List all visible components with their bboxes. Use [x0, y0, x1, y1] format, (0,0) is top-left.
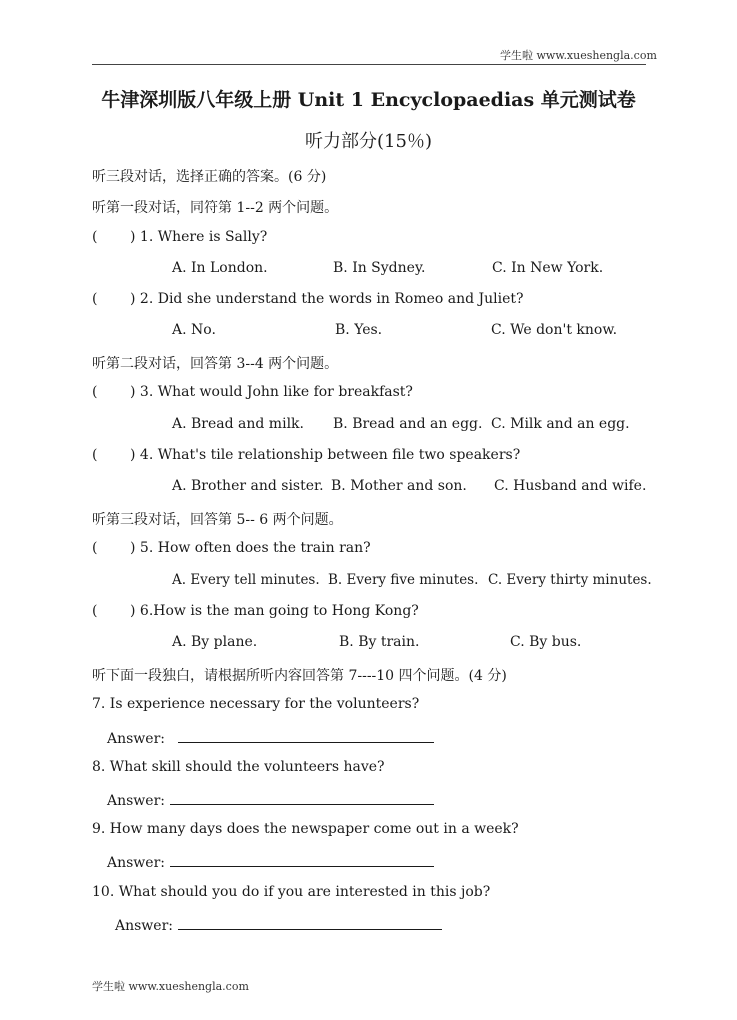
question-1	[92, 229, 267, 245]
q2-option-a: A. No.	[172, 322, 216, 338]
answer-paren-close: )	[130, 229, 136, 245]
question-text: 5. How often does the train ran?	[139, 540, 371, 556]
q5-option-a: A. Every tell minutes.	[172, 572, 320, 588]
q4-option-a: A. Brother and sister.	[172, 478, 324, 494]
page-title: 牛津深圳版八年级上册 Unit 1 Encyclopaedias 单元测试卷	[101, 89, 636, 111]
dialog-1-intro: 听第一段对话，同符第 1--2 两个问题。	[92, 200, 339, 216]
q5-option-c: C. Every thirty minutes.	[488, 572, 652, 588]
answer-label: Answer:	[107, 793, 165, 809]
q4-option-b: B. Mother and son.	[331, 478, 467, 494]
answer-row-10	[115, 915, 442, 934]
q5-option-b: B. Every five minutes.	[328, 572, 479, 588]
question-text: 2. Did she understand the words in Romeo and Juliet?	[139, 291, 524, 307]
answer-paren-open: (	[92, 540, 98, 556]
question-2	[92, 291, 524, 307]
answer-blank-7[interactable]	[178, 730, 434, 743]
answer-paren-open: (	[92, 291, 98, 307]
q3-option-c: C. Milk and an egg.	[491, 416, 630, 432]
q2-option-b: B. Yes.	[335, 322, 383, 338]
q2-option-c: C. We don't know.	[491, 322, 618, 338]
q1-option-b: B. In Sydney.	[333, 260, 426, 276]
answer-row-8	[107, 790, 434, 809]
answer-paren-open: (	[92, 229, 98, 245]
answer-label: Answer:	[115, 918, 173, 934]
q6-option-a: A. By plane.	[172, 634, 258, 650]
answer-blank-8[interactable]	[170, 792, 434, 805]
answer-paren-open: (	[92, 447, 98, 463]
question-10: 10. What should you do if you are interested in this job?	[92, 884, 491, 900]
answer-paren-close: )	[130, 447, 136, 463]
question-text: 1. Where is Sally?	[139, 229, 268, 245]
question-6	[92, 603, 419, 619]
answer-paren-close: )	[130, 603, 136, 619]
answer-paren-open: (	[92, 384, 98, 400]
answer-row-7	[107, 728, 434, 747]
footer-site-text: 学生啦 www.xueshengla.com	[92, 980, 249, 993]
question-8: 8. What skill should the volunteers have?	[92, 759, 385, 775]
question-7: 7. Is experience necessary for the volunteers?	[92, 696, 420, 712]
q4-option-c: C. Husband and wife.	[494, 478, 647, 494]
section-subtitle: 听力部分(15％)	[305, 131, 432, 152]
answer-paren-close: )	[130, 291, 136, 307]
answer-label: Answer:	[107, 731, 165, 747]
answer-paren-close: )	[130, 384, 136, 400]
question-text: 6.How is the man going to Hong Kong?	[139, 603, 419, 619]
q6-option-b: B. By train.	[339, 634, 420, 650]
q6-option-c: C. By bus.	[510, 634, 582, 650]
question-9: 9. How many days does the newspaper come out in a week?	[92, 821, 519, 837]
answer-row-9	[107, 852, 434, 871]
answer-blank-10[interactable]	[178, 917, 442, 930]
question-text: 4. What's tile relationship between file two speakers?	[139, 447, 521, 463]
dialog-3-intro: 听第三段对话，回答第 5-- 6 两个问题。	[92, 512, 343, 528]
question-5	[92, 540, 371, 556]
q3-option-a: A. Bread and milk.	[172, 416, 304, 432]
monologue-intro: 听下面一段独白，请根据所听内容回答第 7----10 四个问题。(4 分)	[92, 668, 507, 684]
section-intro: 听三段对话，选择正确的答案。(6 分)	[92, 169, 327, 185]
answer-label: Answer:	[107, 855, 165, 871]
q1-option-c: C. In New York.	[492, 260, 604, 276]
header-divider	[92, 64, 646, 65]
question-4	[92, 447, 520, 463]
answer-blank-9[interactable]	[170, 854, 434, 867]
header-site-text: 学生啦 www.xueshengla.com	[500, 49, 657, 62]
answer-paren-open: (	[92, 603, 98, 619]
question-text: 3. What would John like for breakfast?	[139, 384, 413, 400]
answer-paren-close: )	[130, 540, 136, 556]
q1-option-a: A. In London.	[172, 260, 268, 276]
question-3	[92, 384, 413, 400]
dialog-2-intro: 听第二段对话，回答第 3--4 两个问题。	[92, 356, 339, 372]
q3-option-b: B. Bread and an egg.	[333, 416, 483, 432]
